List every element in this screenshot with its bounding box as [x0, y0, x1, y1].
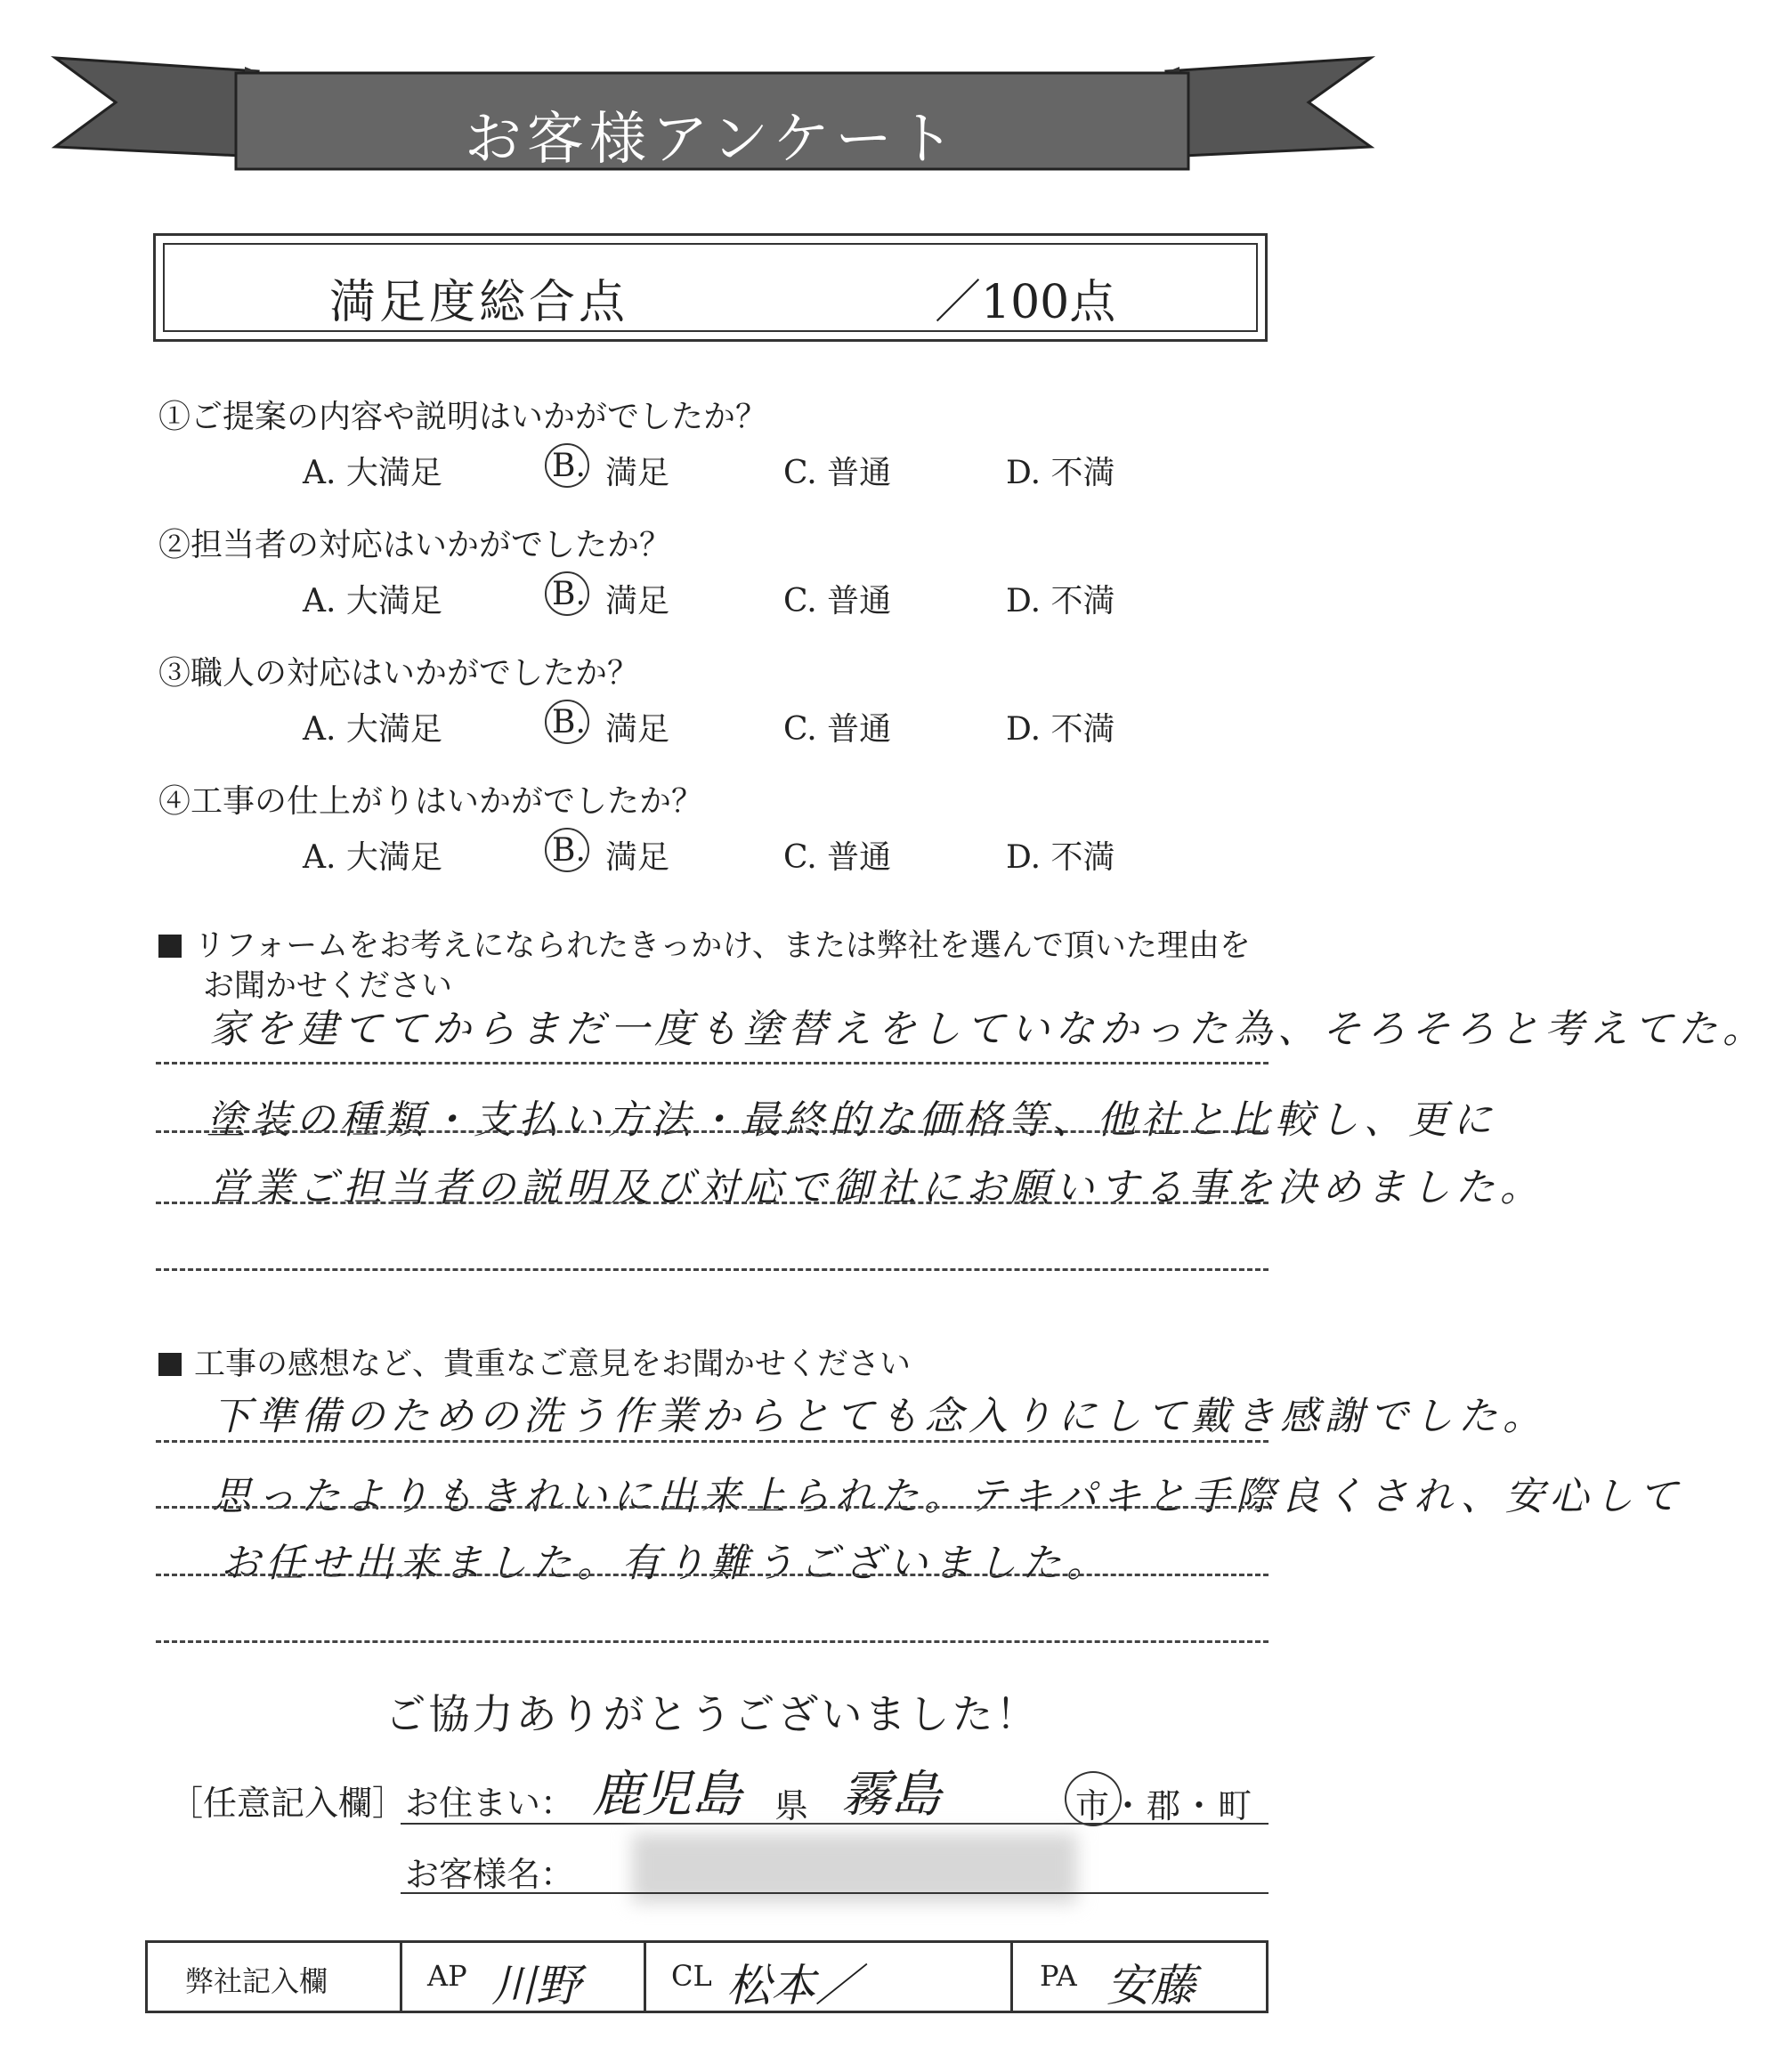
section1-title-line2: お聞かせください — [203, 968, 453, 1004]
selected-answer-circle — [545, 828, 589, 872]
answer-option[interactable]: A. 大満足 — [303, 839, 442, 876]
answer-option[interactable]: 満足 — [605, 711, 670, 748]
answer-option[interactable]: A. 大満足 — [303, 711, 442, 748]
answer-option[interactable]: D. 不満 — [1006, 583, 1115, 619]
score-total: ／100点 — [935, 276, 1116, 329]
question-text: ①ご提案の内容や説明はいかがでしたか？ — [158, 399, 768, 435]
dotted-line — [156, 1506, 1269, 1509]
answer-option[interactable]: C. 普通 — [783, 455, 892, 491]
answer-option[interactable]: 満足 — [605, 455, 670, 491]
cl-cell — [646, 1943, 1013, 2011]
section2-title: 工事の感想など、貴重なご意見をお聞かせください — [158, 1340, 911, 1384]
question-text: ③職人の対応はいかがでしたか？ — [158, 655, 640, 692]
score-box — [153, 233, 1268, 342]
answer-option[interactable]: D. 不満 — [1006, 711, 1115, 748]
internal-label: 弊社記入欄 — [185, 1964, 328, 1998]
answer-option[interactable]: D. 不満 — [1006, 839, 1115, 876]
cl-value: 松本／ — [726, 1960, 860, 2011]
dotted-line — [156, 1202, 1269, 1204]
dotted-line — [156, 1062, 1269, 1064]
question-text: ④工事の仕上がりはいかがでしたか？ — [158, 783, 704, 820]
ap-label: AP — [427, 1959, 467, 1993]
selected-answer-circle — [545, 443, 589, 488]
prefecture-suffix: 県 — [774, 1786, 809, 1825]
dotted-line — [156, 1574, 1269, 1576]
city-selected-circle — [1065, 1771, 1122, 1826]
selected-answer-circle — [545, 571, 589, 616]
section2-answer-line: 下準備のための洗う作業からとても念入りにして戴き感謝でした。 — [212, 1394, 1547, 1439]
answer-option[interactable]: C. 普通 — [783, 583, 892, 619]
answer-option[interactable]: D. 不満 — [1006, 455, 1115, 491]
ap-cell — [402, 1943, 646, 2011]
section1-title: リフォームをお考えになられたきっかけ、または弊社を選んで頂いた理由を — [158, 921, 1251, 966]
section2-answer-line: お任せ出来ました。有り難うございました。 — [221, 1541, 1111, 1586]
name-underline — [401, 1892, 1269, 1894]
city-value: 霧島 — [841, 1766, 941, 1824]
answer-option[interactable]: B. — [552, 576, 586, 612]
score-label: 満足度総合点 — [329, 276, 629, 329]
section1-answer-line: 営業ご担当者の説明及び対応で御社にお願いする事を決めました。 — [209, 1165, 1544, 1210]
dotted-line — [156, 1440, 1269, 1443]
address-underline — [401, 1823, 1269, 1825]
answer-option[interactable]: B. — [552, 832, 586, 869]
answer-option[interactable]: B. — [552, 448, 586, 484]
page-title: お客様アンケート — [464, 107, 961, 173]
internal-label-cell — [148, 1943, 402, 2011]
city-type-options: 市・郡・町 — [1075, 1786, 1254, 1825]
optional-field-label: ［任意記入欄］ — [169, 1784, 407, 1823]
selected-answer-circle — [545, 700, 589, 744]
answer-option[interactable]: C. 普通 — [783, 711, 892, 748]
answer-option[interactable]: A. 大満足 — [303, 455, 442, 491]
pa-value: 安藤 — [1106, 1960, 1196, 2011]
answer-option[interactable]: C. 普通 — [783, 839, 892, 876]
question-text: ②担当者の対応はいかがでしたか？ — [158, 527, 672, 563]
section1-answer-line: 家を建ててからまだ一度も塗替えをしていなかった為、そろそろと考えてた。 — [209, 1007, 1767, 1052]
section2-answer-line: 思ったよりもきれいに出来上られた。テキパキと手際良くされ、安心して — [212, 1474, 1683, 1519]
internal-use-table — [145, 1940, 1269, 2013]
cl-label: CL — [671, 1959, 712, 1993]
answer-option[interactable]: 満足 — [605, 839, 670, 876]
pa-label: PA — [1040, 1959, 1077, 1993]
section1-answer-line: 塗装の種類・支払い方法・最終的な価格等、他社と比較し、更に — [207, 1097, 1497, 1143]
answer-option[interactable]: 満足 — [605, 583, 670, 619]
square-bullet-icon — [158, 1353, 182, 1376]
customer-name-label: お客様名： — [405, 1855, 575, 1894]
dotted-line — [156, 1268, 1269, 1271]
dotted-line — [156, 1130, 1269, 1133]
ap-value: 川野 — [491, 1960, 580, 2011]
pa-cell — [1013, 1943, 1266, 2011]
answer-option[interactable]: B. — [552, 704, 586, 741]
answer-option[interactable]: A. 大満足 — [303, 583, 442, 619]
thanks-message: ご協力ありがとうございました！ — [385, 1690, 1040, 1738]
square-bullet-icon — [158, 935, 182, 958]
prefecture-value: 鹿児島 — [592, 1766, 742, 1824]
dotted-line — [156, 1640, 1269, 1643]
address-label: お住まい： — [405, 1784, 575, 1823]
